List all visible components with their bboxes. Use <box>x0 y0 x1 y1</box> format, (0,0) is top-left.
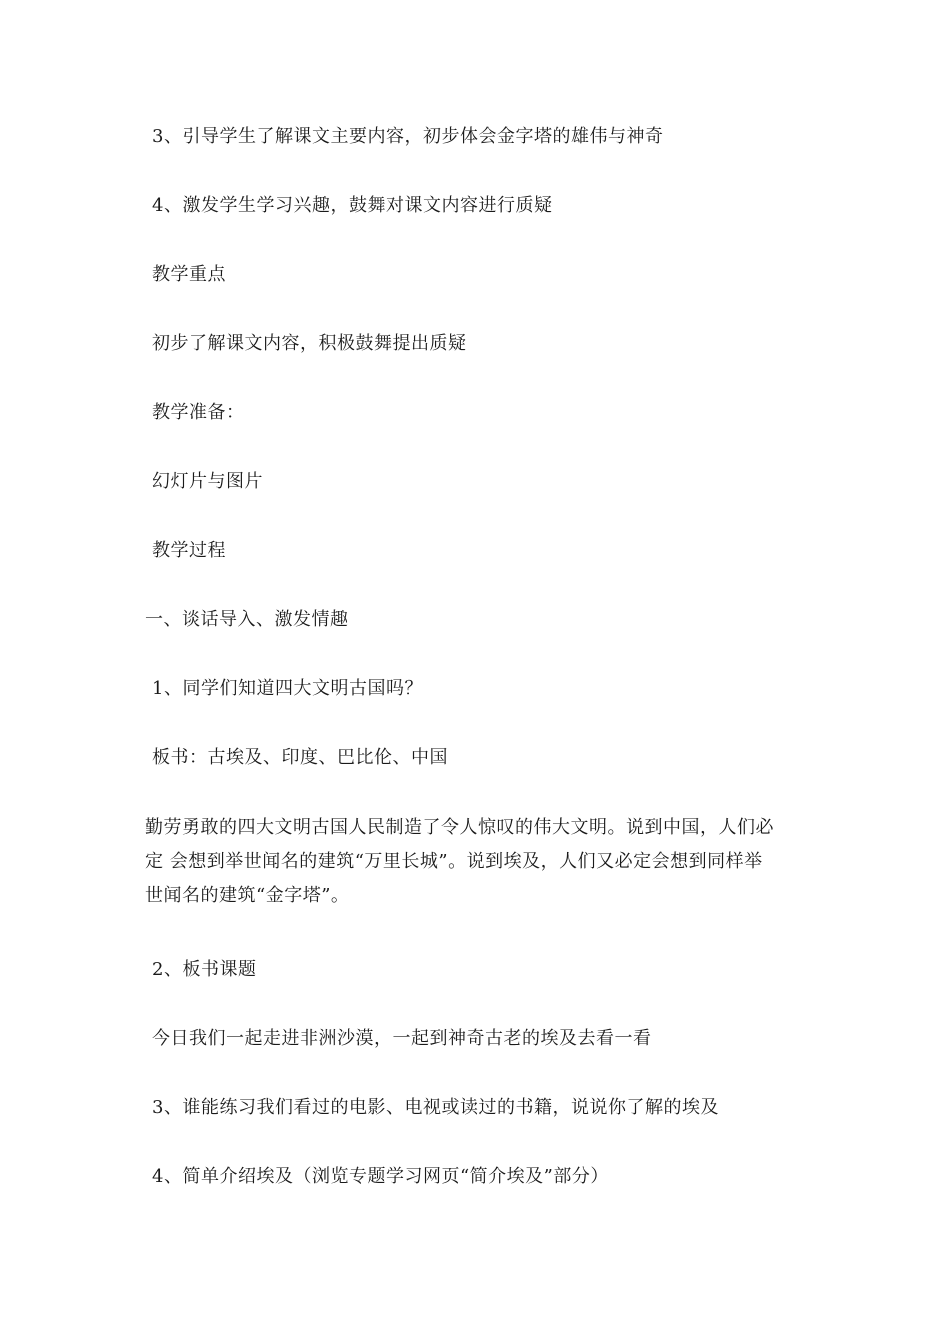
teaching-focus-text: 初步了解课文内容，积极鼓舞提出质疑 <box>152 333 467 354</box>
step-4: 4、简单介绍埃及（浏览专题学习网页“简介埃及”部分） <box>152 1166 609 1187</box>
intro-paragraph-line: 勤劳勇敢的四大文明古国人民制造了令人惊叹的伟大文明。说到中国，人们必 <box>145 817 774 838</box>
section-one-heading: 一、谈话导入、激发情趣 <box>145 609 349 630</box>
heading-teaching-focus: 教学重点 <box>152 264 226 285</box>
objective-3: 3、引导学生了解课文主要内容，初步体会金字塔的雄伟与神奇 <box>152 126 664 147</box>
heading-teaching-process: 教学过程 <box>152 540 226 561</box>
teaching-preparation-text: 幻灯片与图片 <box>152 471 263 492</box>
step-2: 2、板书课题 <box>152 959 257 980</box>
step-1: 1、同学们知道四大文明古国吗？ <box>152 678 423 699</box>
intro-paragraph-line: 世闻名的建筑“金字塔”。 <box>145 885 350 906</box>
objective-4: 4、激发学生学习兴趣，鼓舞对课文内容进行质疑 <box>152 195 553 216</box>
intro-paragraph <box>145 811 815 913</box>
step-3: 3、谁能练习我们看过的电影、电视或读过的书籍，说说你了解的埃及 <box>152 1097 719 1118</box>
intro-paragraph-line: 定 会想到举世闻名的建筑“万里长城”。说到埃及，人们又必定会想到同样举 <box>145 851 763 872</box>
step-2-text: 今日我们一起走进非洲沙漠，一起到神奇古老的埃及去看一看 <box>152 1028 652 1049</box>
board-writing: 板书：古埃及、印度、巴比伦、中国 <box>152 747 448 768</box>
heading-teaching-preparation: 教学准备： <box>152 402 245 423</box>
